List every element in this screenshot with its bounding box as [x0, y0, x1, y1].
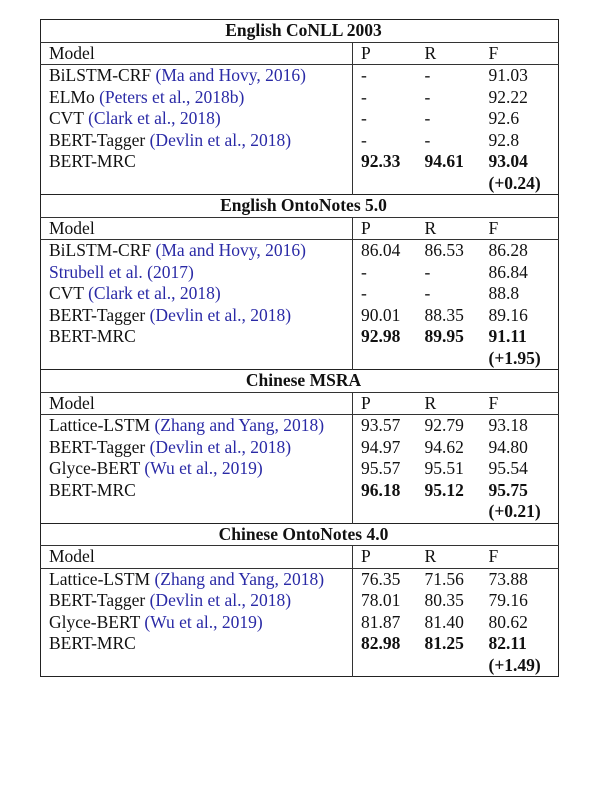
metric-p-cell: - [361, 108, 367, 128]
column-header: F [481, 42, 559, 65]
model-name: CVT [49, 108, 84, 128]
model-cell [41, 87, 353, 109]
citation-link[interactable]: (Zhang and Yang, 2018) [154, 415, 325, 435]
model-name: BERT-Tagger [49, 304, 146, 325]
metric-r-cell: - [424, 261, 431, 282]
metric-r-cell: 95.51 [424, 458, 464, 478]
model-name: BERT-MRC [49, 479, 136, 500]
citation-link[interactable]: Strubell et al. (2017) [49, 261, 194, 282]
column-header: P [353, 546, 417, 569]
model-name: BERT-MRC [49, 633, 136, 653]
citation-link[interactable]: (Clark et al., 2018) [88, 108, 221, 128]
metric-p-cell: 90.01 [361, 304, 401, 325]
f-gain-cell: (+0.21) [488, 501, 541, 521]
empty-cell [353, 501, 417, 523]
metric-p-cell: 82.98 [361, 633, 401, 653]
metric-f-cell: 80.62 [488, 611, 528, 632]
column-header: Model [41, 546, 353, 569]
metric-p-cell: 92.33 [361, 151, 401, 171]
table-row [41, 262, 559, 284]
table-row [41, 326, 559, 348]
metric-f-cell: 86.84 [488, 261, 528, 282]
section-title-row [41, 370, 559, 393]
model-name: Lattice-LSTM [49, 415, 151, 435]
section-title: English OntoNotes 5.0 [41, 195, 559, 218]
empty-cell [417, 655, 481, 677]
column-header: Model [41, 42, 353, 65]
metric-r-cell: 81.40 [424, 611, 464, 632]
metric-r-cell: 88.35 [424, 304, 464, 325]
model-name: Lattice-LSTM [49, 568, 151, 589]
section-title-row [41, 523, 559, 546]
metric-p-cell: - [361, 65, 367, 85]
metric-r-cell: 89.95 [424, 326, 464, 346]
table-row [41, 65, 559, 87]
empty-cell [417, 348, 481, 370]
citation-link[interactable]: (Devlin et al., 2018) [149, 304, 292, 325]
metric-r-cell: - [424, 86, 431, 107]
citation-link[interactable]: (Clark et al., 2018) [88, 283, 221, 303]
metric-p-cell: - [361, 86, 367, 107]
gain-row [41, 348, 559, 370]
model-name: BERT-Tagger [49, 436, 146, 457]
metric-p-cell: - [361, 283, 367, 303]
metric-f-cell: 94.80 [488, 436, 528, 457]
metric-f-cell: 92.6 [488, 108, 520, 128]
metric-p-cell: 76.35 [361, 568, 401, 589]
metric-r-cell: 86.53 [424, 240, 464, 260]
citation-link[interactable]: (Devlin et al., 2018) [149, 590, 292, 610]
model-name: Glyce-BERT [49, 458, 140, 478]
citation-link[interactable]: (Ma and Hovy, 2016) [155, 240, 307, 260]
metric-p-cell: 86.04 [361, 240, 401, 260]
empty-cell [353, 655, 417, 677]
metric-p-cell: 96.18 [361, 479, 401, 500]
table-row [41, 633, 559, 655]
metric-f-cell: 93.18 [488, 415, 528, 435]
f-gain-cell: (+1.95) [488, 347, 541, 368]
model-cell [41, 240, 353, 262]
model-cell [41, 415, 353, 437]
citation-link[interactable]: (Wu et al., 2019) [144, 458, 263, 478]
header-row [41, 217, 559, 240]
model-cell [41, 568, 353, 590]
metric-f-cell: 91.11 [488, 326, 527, 346]
model-name: ELMo [49, 86, 95, 107]
model-cell [41, 65, 353, 87]
model-name: BiLSTM-CRF [49, 65, 152, 85]
table-row [41, 130, 559, 152]
section-title: Chinese OntoNotes 4.0 [41, 523, 559, 546]
column-header: F [481, 392, 559, 415]
metric-f-cell: 95.75 [488, 479, 528, 500]
table-row [41, 240, 559, 262]
citation-link[interactable]: (Wu et al., 2019) [144, 611, 263, 632]
column-header: P [353, 217, 417, 240]
metric-f-cell: 92.8 [488, 129, 520, 150]
metric-r-cell: 95.12 [424, 479, 464, 500]
table-row [41, 151, 559, 173]
model-name: CVT [49, 283, 84, 303]
model-cell [41, 108, 353, 130]
model-cell [41, 151, 353, 173]
f-gain-cell: (+0.24) [488, 172, 541, 193]
metric-f-cell: 79.16 [488, 590, 528, 610]
empty-cell [41, 655, 353, 677]
metric-f-cell: 88.8 [488, 283, 520, 303]
metric-r-cell: - [424, 129, 431, 150]
metric-f-cell: 92.22 [488, 86, 528, 107]
model-cell [41, 283, 353, 305]
metric-r-cell: - [424, 65, 431, 85]
model-cell [41, 130, 353, 152]
header-row [41, 546, 559, 569]
column-header: R [417, 546, 481, 569]
metric-r-cell: 81.25 [424, 633, 464, 653]
table-row [41, 480, 559, 502]
metric-f-cell: 95.54 [488, 458, 528, 478]
citation-link[interactable]: (Devlin et al., 2018) [149, 436, 292, 457]
model-name: BiLSTM-CRF [49, 240, 152, 260]
table-row [41, 568, 559, 590]
section-title: Chinese MSRA [41, 370, 559, 393]
empty-cell [353, 173, 417, 195]
table-row [41, 437, 559, 459]
metric-r-cell: 94.62 [424, 436, 464, 457]
empty-cell [41, 173, 353, 195]
column-header: Model [41, 392, 353, 415]
metric-p-cell: - [361, 261, 367, 282]
metric-p-cell: 93.57 [361, 415, 401, 435]
citation-link[interactable]: (Peters et al., 2018b) [99, 86, 245, 107]
metric-p-cell: - [361, 129, 367, 150]
column-header: F [481, 546, 559, 569]
model-cell [41, 612, 353, 634]
gain-row [41, 501, 559, 523]
table-row [41, 108, 559, 130]
column-header: R [417, 217, 481, 240]
metric-r-cell: 80.35 [424, 590, 464, 610]
gain-row [41, 655, 559, 677]
results-table [40, 19, 559, 677]
column-header: Model [41, 217, 353, 240]
metric-r-cell: - [424, 108, 431, 128]
metric-r-cell: - [424, 283, 431, 303]
model-cell [41, 633, 353, 655]
table-row [41, 283, 559, 305]
metric-p-cell: 78.01 [361, 590, 401, 610]
metric-r-cell: 92.79 [424, 415, 464, 435]
model-name: BERT-MRC [49, 151, 136, 171]
metric-p-cell: 94.97 [361, 436, 401, 457]
metric-r-cell: 71.56 [424, 568, 464, 589]
metric-p-cell: 92.98 [361, 326, 401, 346]
model-cell [41, 590, 353, 612]
column-header: F [481, 217, 559, 240]
model-name: Glyce-BERT [49, 611, 140, 632]
empty-cell [353, 348, 417, 370]
section-title-row [41, 20, 559, 43]
table-row [41, 612, 559, 634]
table-row [41, 305, 559, 327]
metric-f-cell: 86.28 [488, 240, 528, 260]
header-row [41, 392, 559, 415]
column-header: R [417, 42, 481, 65]
metric-f-cell: 93.04 [488, 151, 528, 171]
metric-f-cell: 73.88 [488, 568, 528, 589]
empty-cell [41, 348, 353, 370]
model-name: BERT-Tagger [49, 129, 146, 150]
metric-p-cell: 95.57 [361, 458, 401, 478]
table-row [41, 415, 559, 437]
metric-f-cell: 91.03 [488, 65, 528, 85]
gain-row [41, 173, 559, 195]
model-cell [41, 326, 353, 348]
column-header: R [417, 392, 481, 415]
metric-f-cell: 89.16 [488, 304, 528, 325]
table-row [41, 87, 559, 109]
citation-link[interactable]: (Ma and Hovy, 2016) [155, 65, 307, 85]
metric-f-cell: 82.11 [488, 633, 527, 653]
metric-r-cell: 94.61 [424, 151, 464, 171]
model-cell [41, 305, 353, 327]
section-title: English CoNLL 2003 [41, 20, 559, 43]
model-cell [41, 458, 353, 480]
metric-p-cell: 81.87 [361, 611, 401, 632]
column-header: P [353, 42, 417, 65]
column-header: P [353, 392, 417, 415]
citation-link[interactable]: (Zhang and Yang, 2018) [154, 568, 325, 589]
table-row [41, 590, 559, 612]
empty-cell [417, 501, 481, 523]
model-cell [41, 262, 353, 284]
table-row [41, 458, 559, 480]
model-name: BERT-Tagger [49, 590, 146, 610]
section-title-row [41, 195, 559, 218]
empty-cell [41, 501, 353, 523]
empty-cell [417, 173, 481, 195]
f-gain-cell: (+1.49) [488, 654, 541, 675]
header-row [41, 42, 559, 65]
citation-link[interactable]: (Devlin et al., 2018) [149, 129, 292, 150]
model-cell [41, 480, 353, 502]
model-cell [41, 437, 353, 459]
model-name: BERT-MRC [49, 326, 136, 346]
